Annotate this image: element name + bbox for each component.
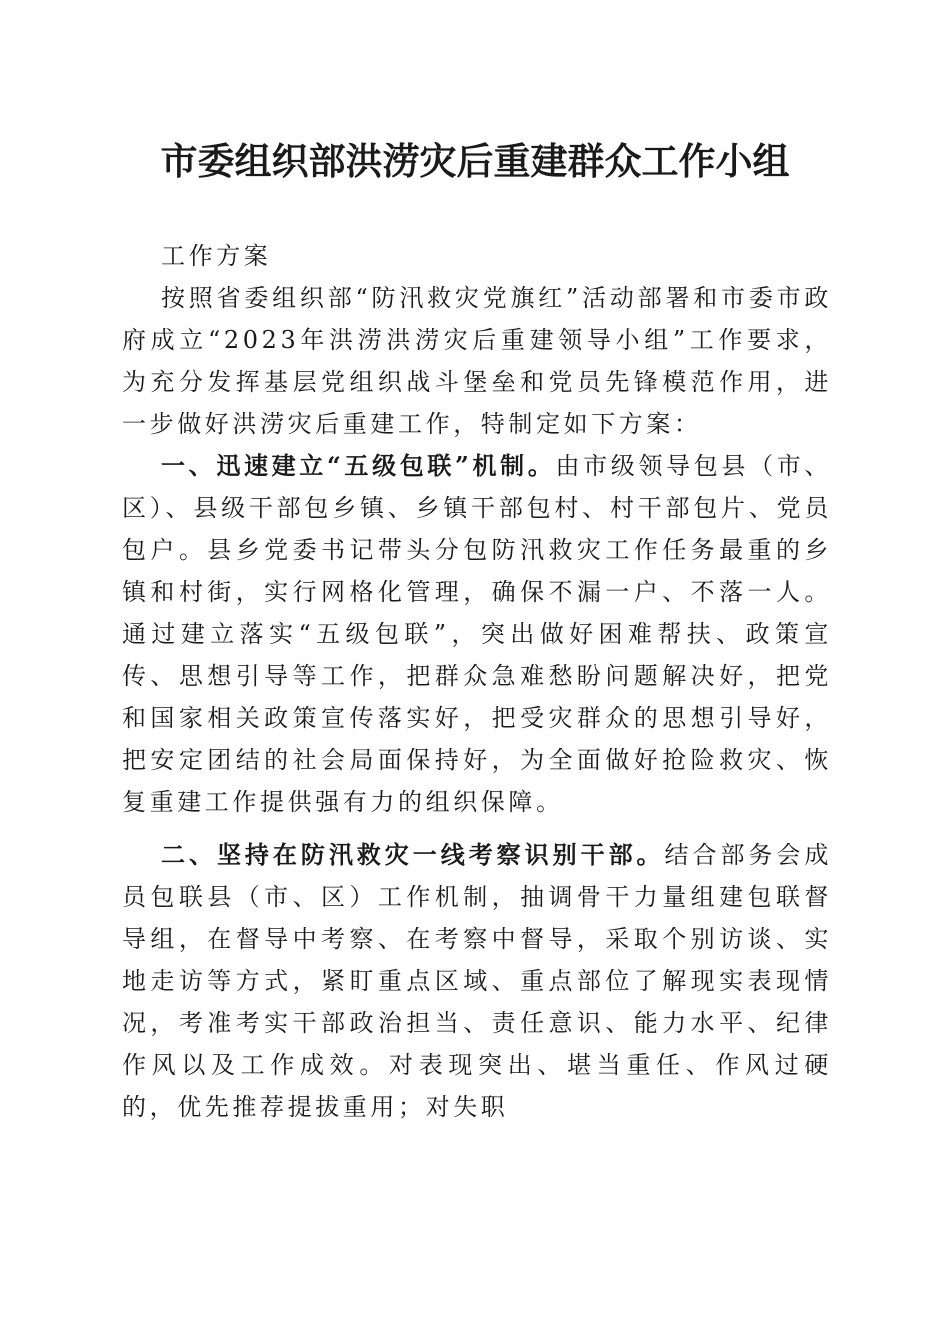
section-1-text: 由市级领导包县（市、区）、县级干部包乡镇、乡镇干部包村、村干部包片、党员包户。县乡党委书记带头分包防汛救灾工作任务最重的乡镇和村街，实行网格化管理，确保不漏一户、不落一人。通过建立落实“五级包联”，突出做好困难帮扶、政策宣传、思想引导等工作，把群众急难愁盼问题解决好，把党和国家相关政策宣传落实好，把受灾群众的思想引导好，把安定团结的社会局面保持好，为全面做好抢险救灾、恢复重建工作提供强有力的组织保障。 <box>122 452 833 816</box>
document-subtitle: 工作方案 <box>161 242 272 270</box>
section-2-text: 结合部务会成员包联县（市、区）工作机制，抽调骨干力量组建包联督导组，在督导中考察、在考察中督导，采取个别访谈、实地走访等方式，紧盯重点区域、重点部位了解现实表现情况，考准考实干部政治担当、责任意识、能力水平、纪律作风以及工作成效。对表现突出、堪当重任、作风过硬的，优先推荐提拔重用；对失职 <box>122 841 832 1121</box>
section-1-paragraph <box>122 445 832 823</box>
intro-paragraph: 按照省委组织部“防汛救灾党旗红”活动部署和市委市政府成立“2023年洪涝洪涝灾后重建领导小组”工作要求，为充分发挥基层党组织战斗堡垒和党员先锋模范作用，进一步做好洪涝灾后重建工作，特制定如下方案： <box>122 284 832 438</box>
document-title: 市委组织部洪涝灾后重建群众工作小组 <box>160 139 790 183</box>
section-2-heading: 二、坚持在防汛救灾一线考察识别干部。 <box>161 840 665 869</box>
section-1-heading: 一、迅速建立“五级包联”机制。 <box>161 451 556 480</box>
section-2-paragraph <box>122 834 832 1128</box>
document-body <box>122 235 832 1128</box>
